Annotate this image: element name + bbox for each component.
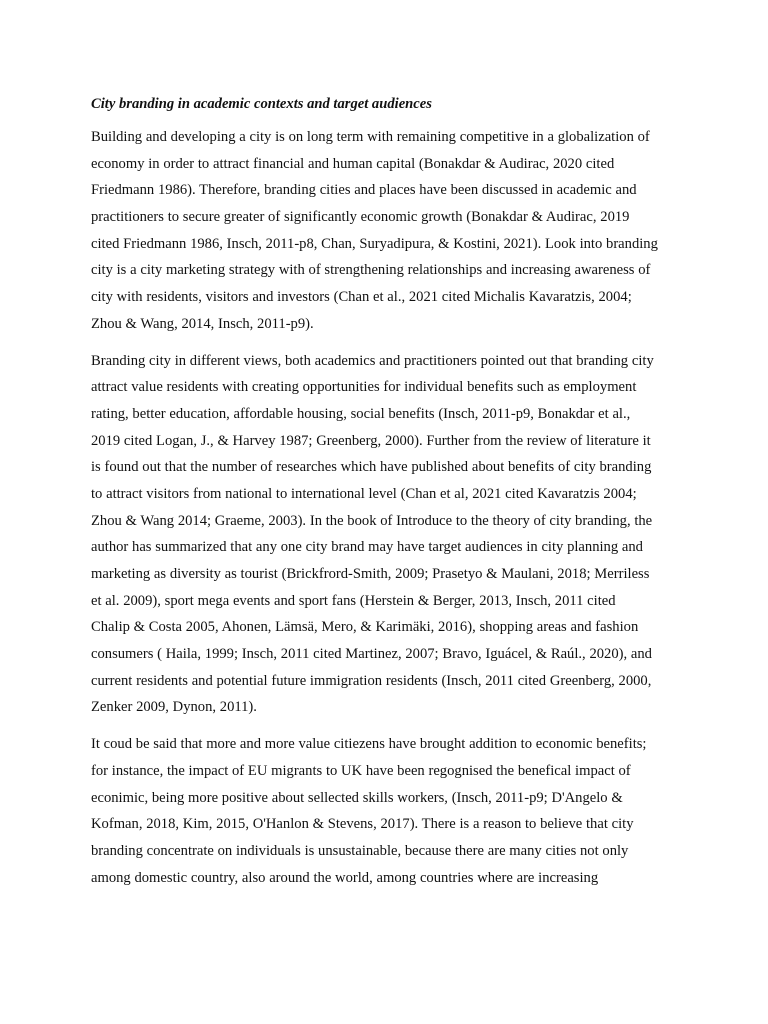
document-body [91, 124, 668, 891]
paragraph-line: city is a city marketing strategy with of strengthening relationships and increasing awareness of [91, 262, 651, 279]
paragraph-line: marketing as diversity as tourist (Brickfrord-Smith, 2009; Prasetyo & Maulani, 2018; Merriless [91, 566, 650, 582]
paragraph-line: among domestic country, also around the world, among countries where are increasing [91, 869, 599, 886]
paragraph-line: city with residents, visitors and investors (Chan et al., 2021 cited Michalis Kavaratzis, 2004; [91, 289, 632, 306]
paragraph-line: branding concentrate on individuals is unsustainable, because there are many cities not only [91, 842, 629, 859]
body-paragraph [91, 731, 668, 891]
paragraph-line: is found out that the number of researches which have published about benefits of city branding [91, 459, 652, 476]
paragraph-line: Branding city in different views, both academics and practitioners pointed out that branding city [91, 352, 654, 369]
paragraph-line: to attract visitors from national to international level (Chan et al, 2021 cited Kavaratzis 2004; [91, 485, 637, 502]
body-paragraph [91, 124, 668, 338]
paragraph-line: It coud be said that more and more value citiezens have brought addition to economic benefits; [91, 736, 647, 753]
paragraph-line: rating, better education, affordable housing, social benefits (Insch, 2011-p9, Bonakdar et al., [91, 405, 631, 422]
paragraph-line: Zhou & Wang 2014; Graeme, 2003). In the book of Introduce to the theory of city branding, the [91, 512, 653, 529]
section-heading: City branding in academic contexts and target audiences [91, 96, 432, 112]
paragraph-line: Zhou & Wang, 2014, Insch, 2011-p9). [91, 315, 314, 332]
paragraph-line: 2019 cited Logan, J., & Harvey 1987; Greenberg, 2000). Further from the review of literature it [91, 432, 651, 449]
body-paragraph [91, 348, 668, 722]
paragraph-line: Friedmann 1986). Therefore, branding cities and places have been discussed in academic and [91, 182, 637, 199]
paragraph-line: Building and developing a city is on long term with remaining competitive in a globalization of [91, 129, 650, 145]
paragraph-line: practitioners to secure greater of significantly economic growth (Bonakdar & Audirac, 2019 [91, 209, 630, 226]
paragraph-line: Chalip & Costa 2005, Ahonen, Lämsä, Mero, & Karimäki, 2016), shopping areas and fashion [91, 619, 639, 636]
paragraph-line: Zenker 2009, Dynon, 2011). [91, 699, 257, 716]
paragraph-line: Kofman, 2018, Kim, 2015, O'Hanlon & Stevens, 2017). There is a reason to believe that city [91, 816, 634, 833]
paragraph-line: consumers ( Haila, 1999; Insch, 2011 cited Martinez, 2007; Bravo, Iguácel, & Raúl., 2020), and [91, 646, 652, 663]
paragraph-line: cited Friedmann 1986, Insch, 2011-p8, Chan, Suryadipura, & Kostini, 2021). Look into branding [91, 235, 658, 252]
paragraph-line: economy in order to attract financial and human capital (Bonakdar & Audirac, 2020 cited [91, 155, 615, 172]
paragraph-line: et al. 2009), sport mega events and sport fans (Herstein & Berger, 2013, Insch, 2011 cited [91, 592, 616, 609]
paragraph-line: author has summarized that any one city brand may have target audiences in city planning and [91, 539, 643, 556]
paragraph-line: attract value residents with creating opportunities for individual benefits such as employment [91, 379, 637, 396]
paragraph-line: econimic, being more positive about sellected skills workers, (Insch, 2011-p9; D'Angelo & [91, 789, 623, 806]
paragraph-line: current residents and potential future immigration residents (Insch, 2011 cited Greenberg, 2000, [91, 672, 652, 689]
paragraph-line: for instance, the impact of EU migrants to UK have been regognised the benefical impact of [91, 762, 631, 779]
